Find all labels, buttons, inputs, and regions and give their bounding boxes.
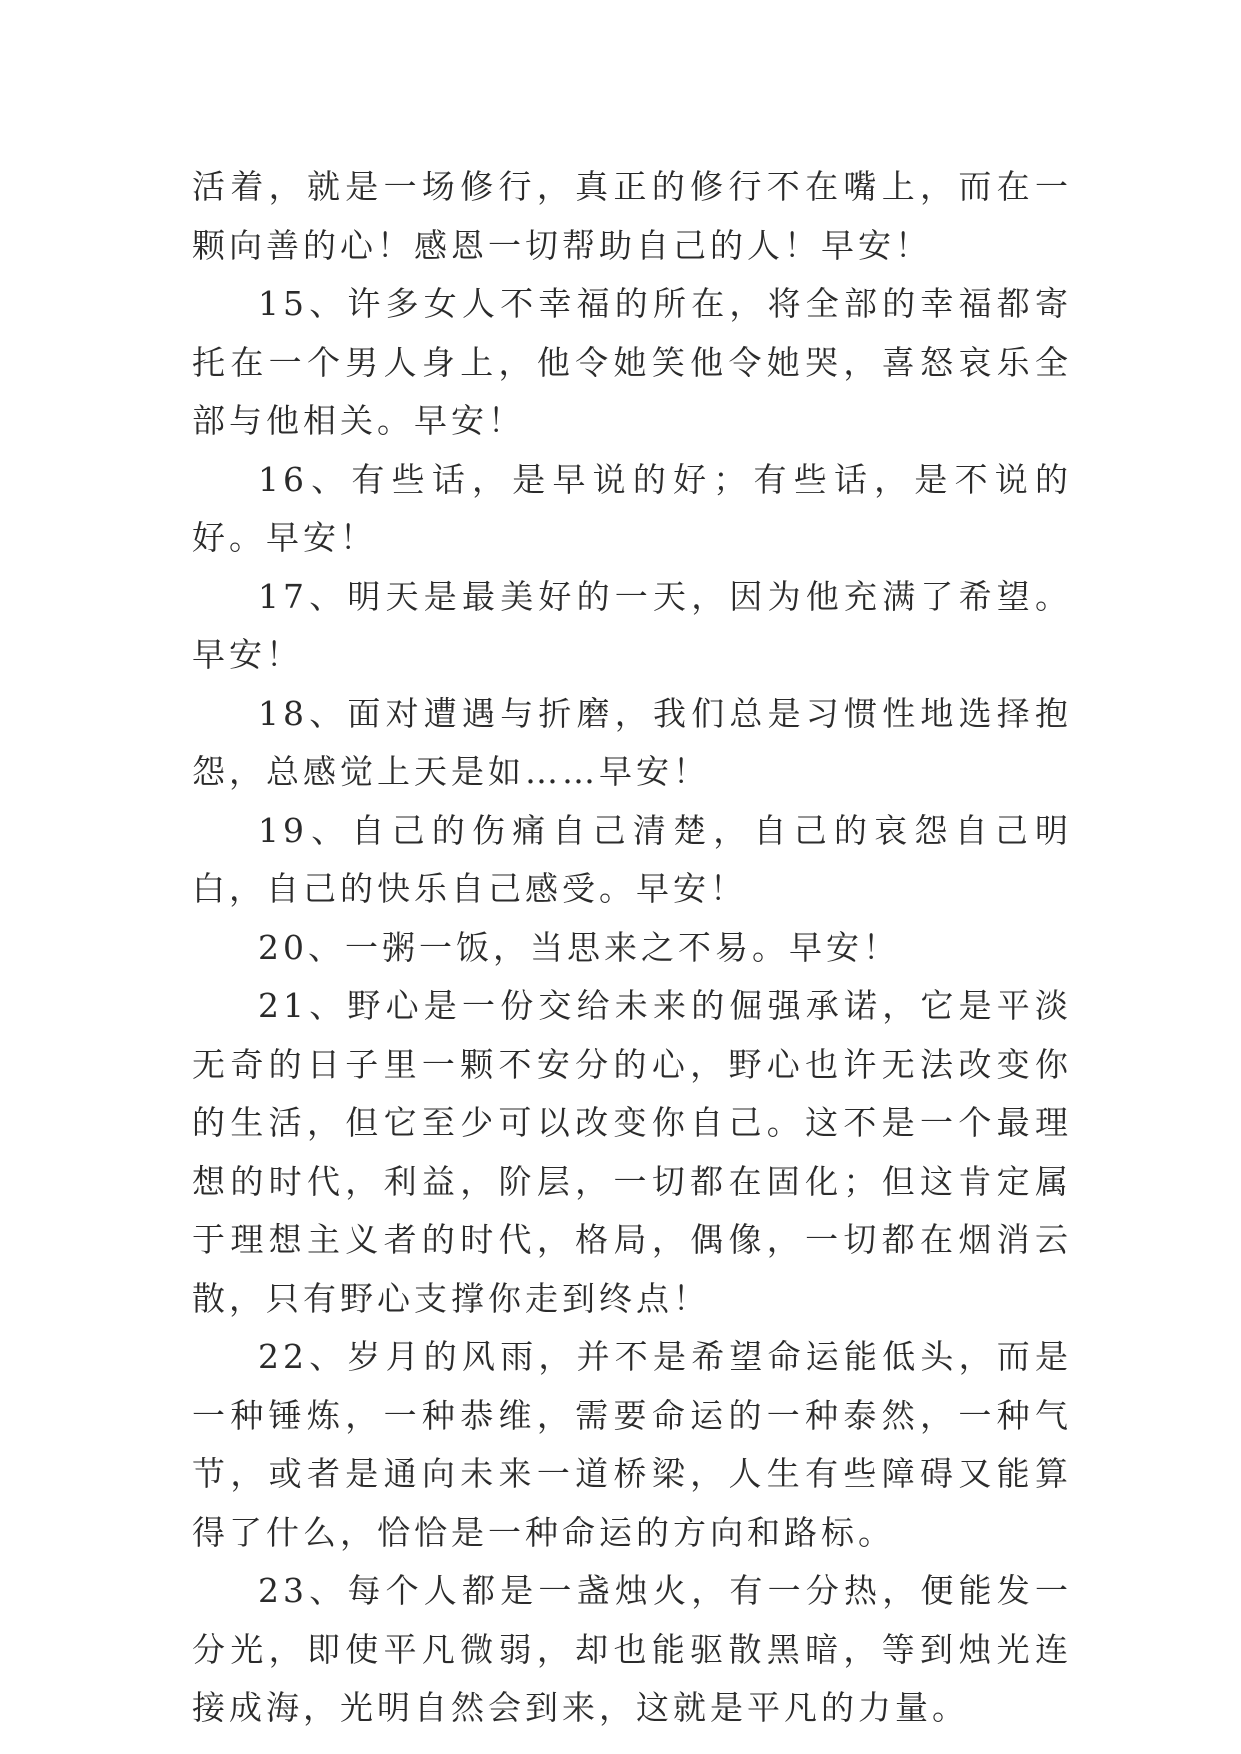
- paragraph-18: 18、面对遭遇与折磨，我们总是习惯性地选择抱怨，总感觉上天是如……早安！: [192, 693, 1072, 791]
- document-body: [192, 158, 1072, 1738]
- paragraph-22: 22、岁月的风雨，并不是希望命运能低头，而是一种锤炼，一种恭维，需要命运的一种泰然，一种气节，或者是通向未来一道桥梁，人生有些障碍又能算得了什么，恰恰是一种命运的方向和路标。: [192, 1337, 1072, 1552]
- paragraph-intro-continuation: 活着，就是一场修行，真正的修行不在嘴上，而在一颗向善的心！感恩一切帮助自己的人！早安！: [192, 167, 1072, 265]
- paragraph-21: 21、野心是一份交给未来的倔强承诺，它是平淡无奇的日子里一颗不安分的心，野心也许无法改变你的生活，但它至少可以改变你自己。这不是一个最理想的时代，利益，阶层，一切都在固化；但这肯定属于理想主义者的时代，格局，偶像，一切都在烟消云散，只有野心支撑你走到终点！: [192, 986, 1072, 1318]
- paragraph-20: 20、一粥一饭，当思来之不易。早安！: [258, 927, 900, 967]
- paragraph-15: 15、许多女人不幸福的所在，将全部的幸福都寄托在一个男人身上，他令她笑他令她哭，喜怒哀乐全部与他相关。早安！: [192, 284, 1072, 440]
- paragraph-17: 17、明天是最美好的一天，因为他充满了希望。早安！: [192, 576, 1072, 674]
- paragraph-23: 23、每个人都是一盏烛火，有一分热，便能发一分光，即使平凡微弱，却也能驱散黑暗，等到烛光连接成海，光明自然会到来，这就是平凡的力量。: [192, 1571, 1072, 1727]
- paragraph-16: 16、有些话，是早说的好；有些话，是不说的好。早安！: [192, 459, 1072, 557]
- paragraph-19: 19、自己的伤痛自己清楚，自己的哀怨自己明白，自己的快乐自己感受。早安！: [192, 810, 1072, 908]
